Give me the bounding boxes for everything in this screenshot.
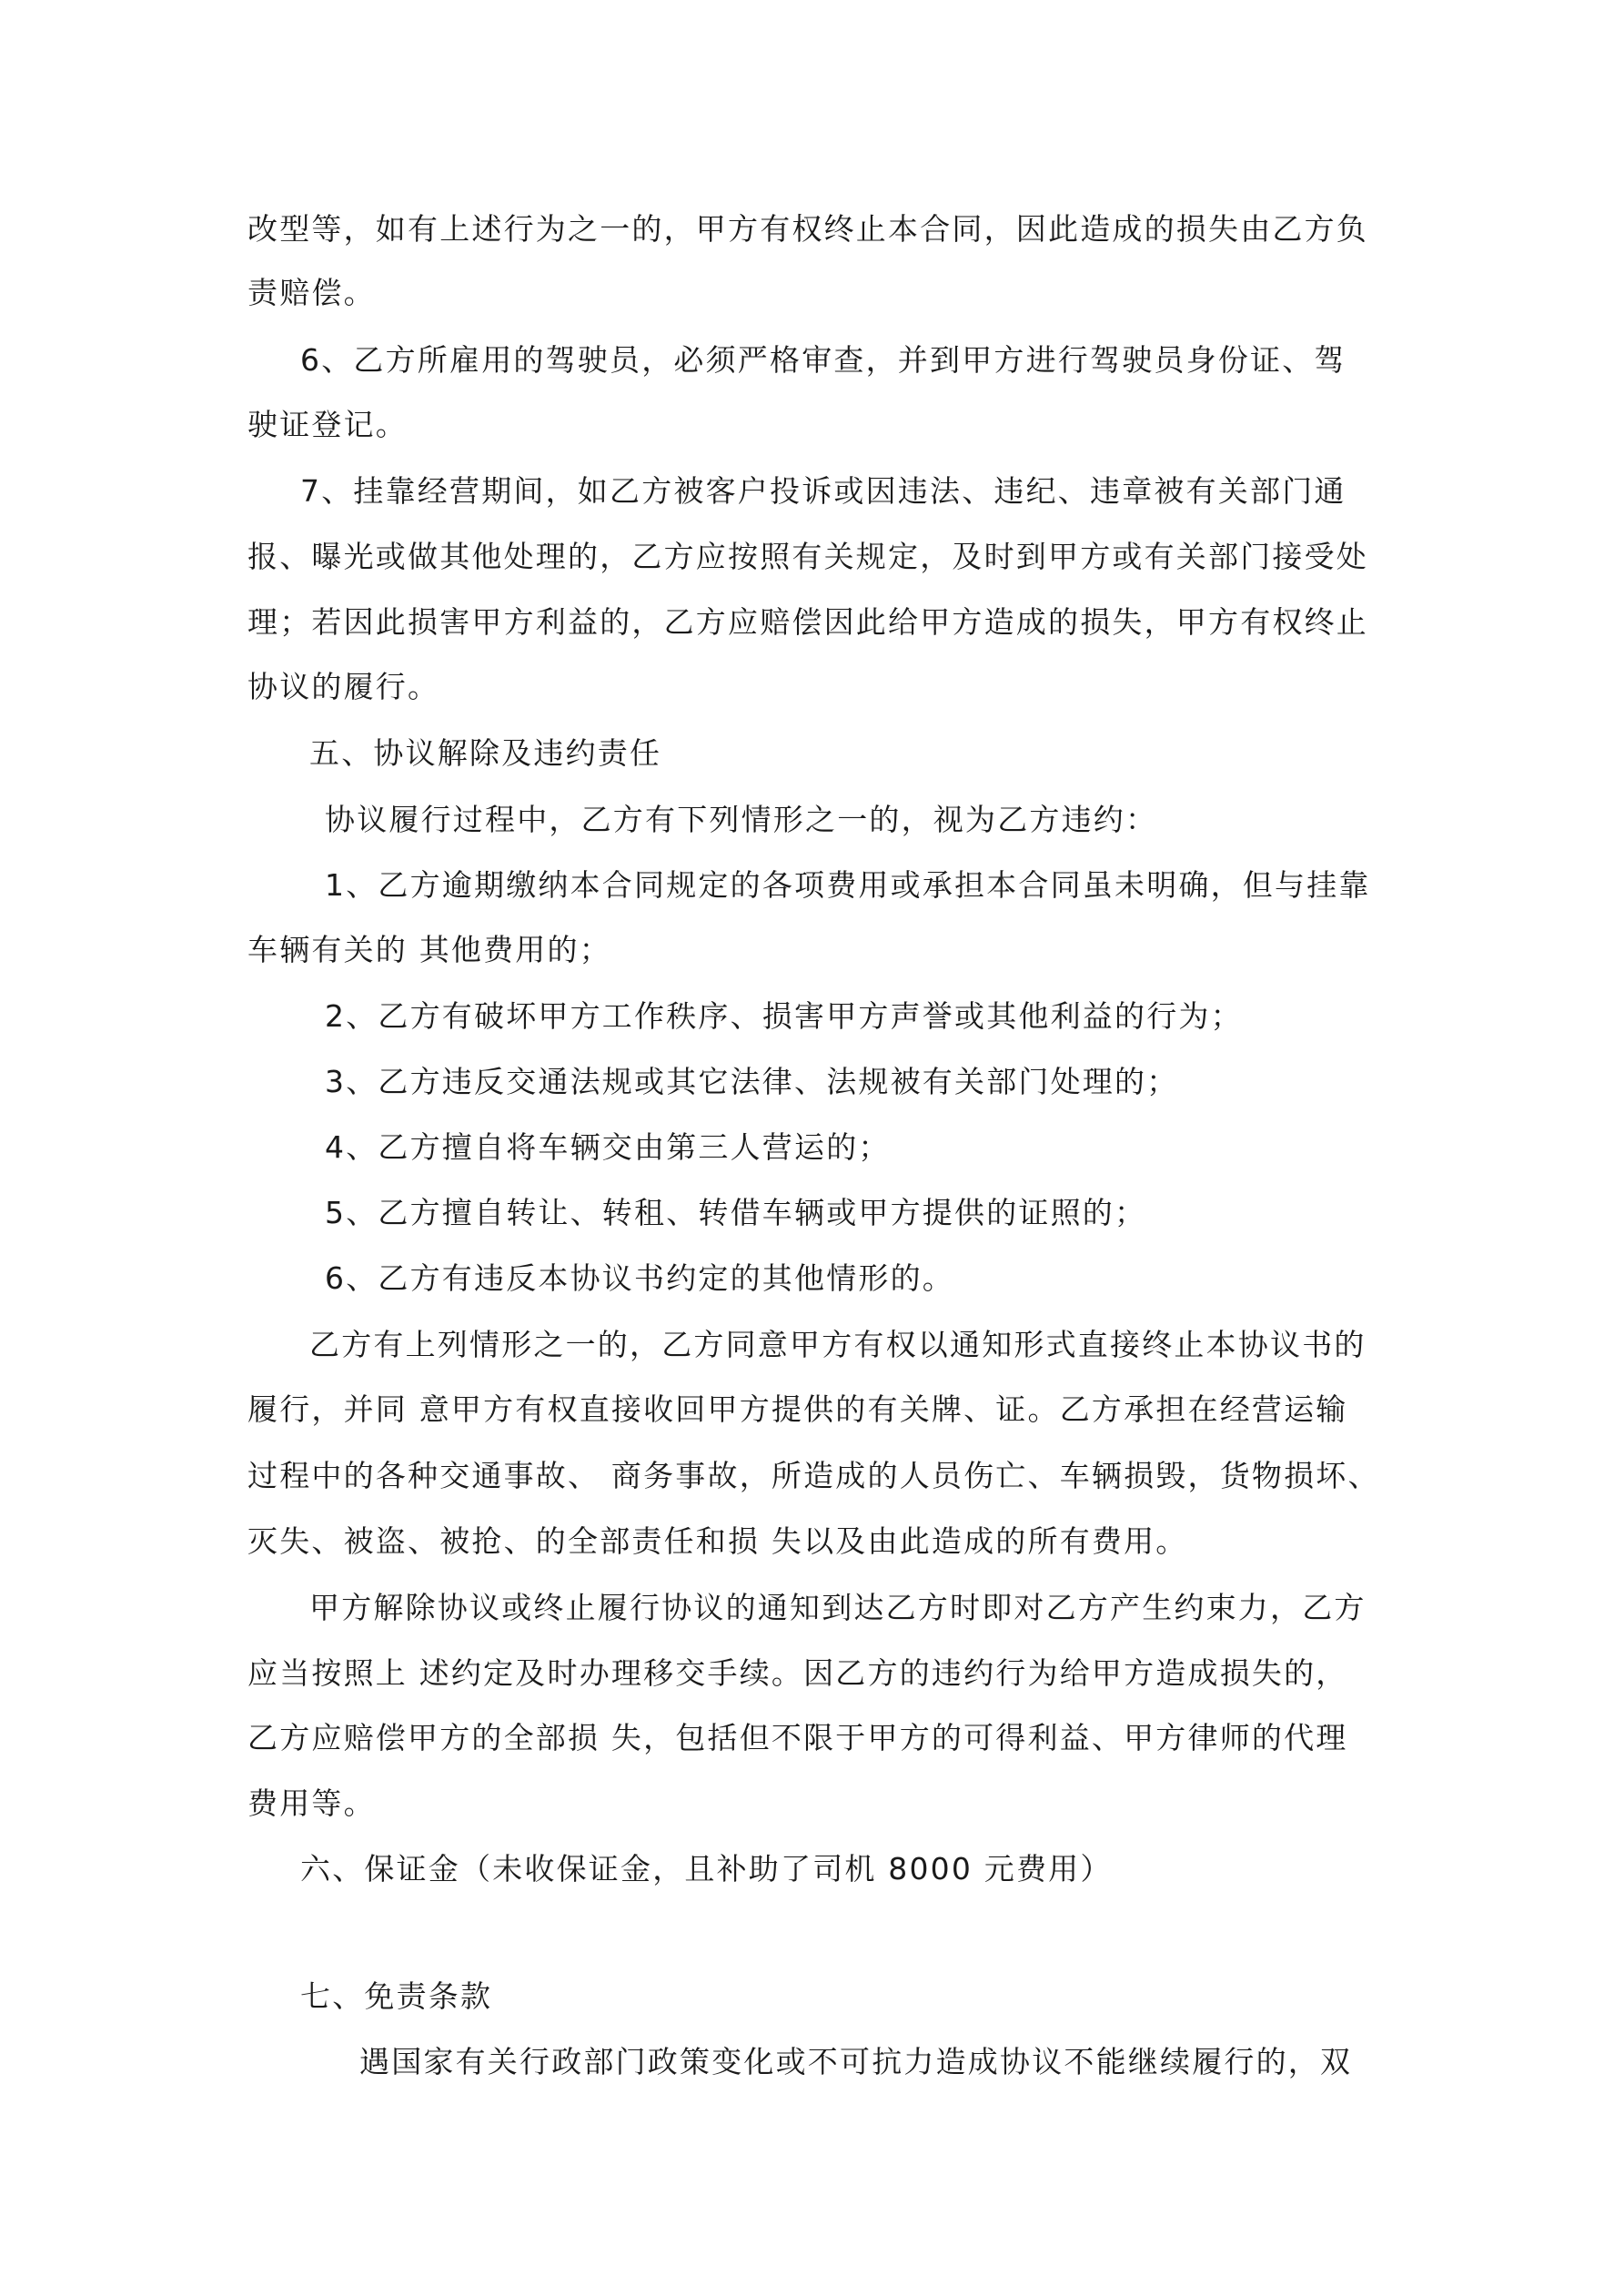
breach-item-5: 5、乙方擅自转让、转租、转借车辆或甲方提供的证照的； — [325, 1195, 1147, 1230]
paragraph-line: 责赔偿。 — [247, 275, 376, 310]
paragraph-line: 履行，并同 意甲方有权直接收回甲方提供的有关牌、证。乙方承担在经营运输 — [247, 1391, 1348, 1427]
paragraph-line: 费用等。 — [247, 1785, 376, 1821]
paragraph-line: 乙方应赔偿甲方的全部损 失，包括但不限于甲方的可得利益、甲方律师的代理 — [247, 1720, 1348, 1755]
section-heading-6: 六、保证金（未收保证金，且补助了司机 8000 元费用） — [300, 1851, 1113, 1886]
paragraph-line: 协议履行过程中，乙方有下列情形之一的，视为乙方违约： — [325, 802, 1158, 837]
paragraph-line: 改型等，如有上述行为之一的，甲方有权终止本合同，因此造成的损失由乙方负 — [247, 211, 1368, 247]
paragraph-line: 理；若因此损害甲方利益的，乙方应赔偿因此给甲方造成的损失，甲方有权终止 — [247, 604, 1368, 640]
paragraph-line: 应当按照上 述约定及时办理移交手续。因乙方的违约行为给甲方造成损失的， — [247, 1655, 1348, 1691]
paragraph-line: 乙方有上列情形之一的，乙方同意甲方有权以通知形式直接终止本协议书的 — [309, 1327, 1367, 1362]
paragraph-line: 驶证登记。 — [247, 407, 408, 442]
breach-item-3: 3、乙方违反交通法规或其它法律、法规被有关部门处理的； — [325, 1064, 1179, 1099]
clause-6: 6、乙方所雇用的驾驶员，必须严格审查，并到甲方进行驾驶员身份证、驾 — [300, 342, 1347, 378]
paragraph-line: 车辆有关的 其他费用的； — [247, 932, 611, 967]
section-heading-7: 七、免责条款 — [300, 1978, 493, 2014]
breach-item-6: 6、乙方有违反本协议书约定的其他情形的。 — [325, 1260, 954, 1296]
breach-item-4: 4、乙方擅自将车辆交由第三人营运的； — [325, 1129, 891, 1165]
section-heading-5: 五、协议解除及违约责任 — [309, 735, 662, 771]
paragraph-line: 遇国家有关行政部门政策变化或不可抗力造成协议不能继续履行的，双 — [359, 2044, 1353, 2079]
paragraph-line: 灭失、被盗、被抢、的全部责任和损 失以及由此造成的所有费用。 — [247, 1523, 1188, 1559]
paragraph-line: 过程中的各种交通事故、 商务事故，所造成的人员伤亡、车辆损毁，货物损坏、 — [247, 1458, 1380, 1493]
paragraph-line: 协议的履行。 — [247, 669, 440, 704]
breach-item-1: 1、乙方逾期缴纳本合同规定的各项费用或承担本合同虽未明确，但与挂靠 — [325, 867, 1371, 903]
clause-7: 7、挂靠经营期间，如乙方被客户投诉或因违法、违纪、违章被有关部门通 — [300, 473, 1347, 509]
paragraph-line: 甲方解除协议或终止履行协议的通知到达乙方时即对乙方产生约束力，乙方 — [309, 1590, 1367, 1625]
breach-item-2: 2、乙方有破坏甲方工作秩序、损害甲方声誉或其他利益的行为； — [325, 998, 1243, 1034]
paragraph-line: 报、曝光或做其他处理的，乙方应按照有关规定，及时到甲方或有关部门接受处 — [247, 539, 1368, 574]
